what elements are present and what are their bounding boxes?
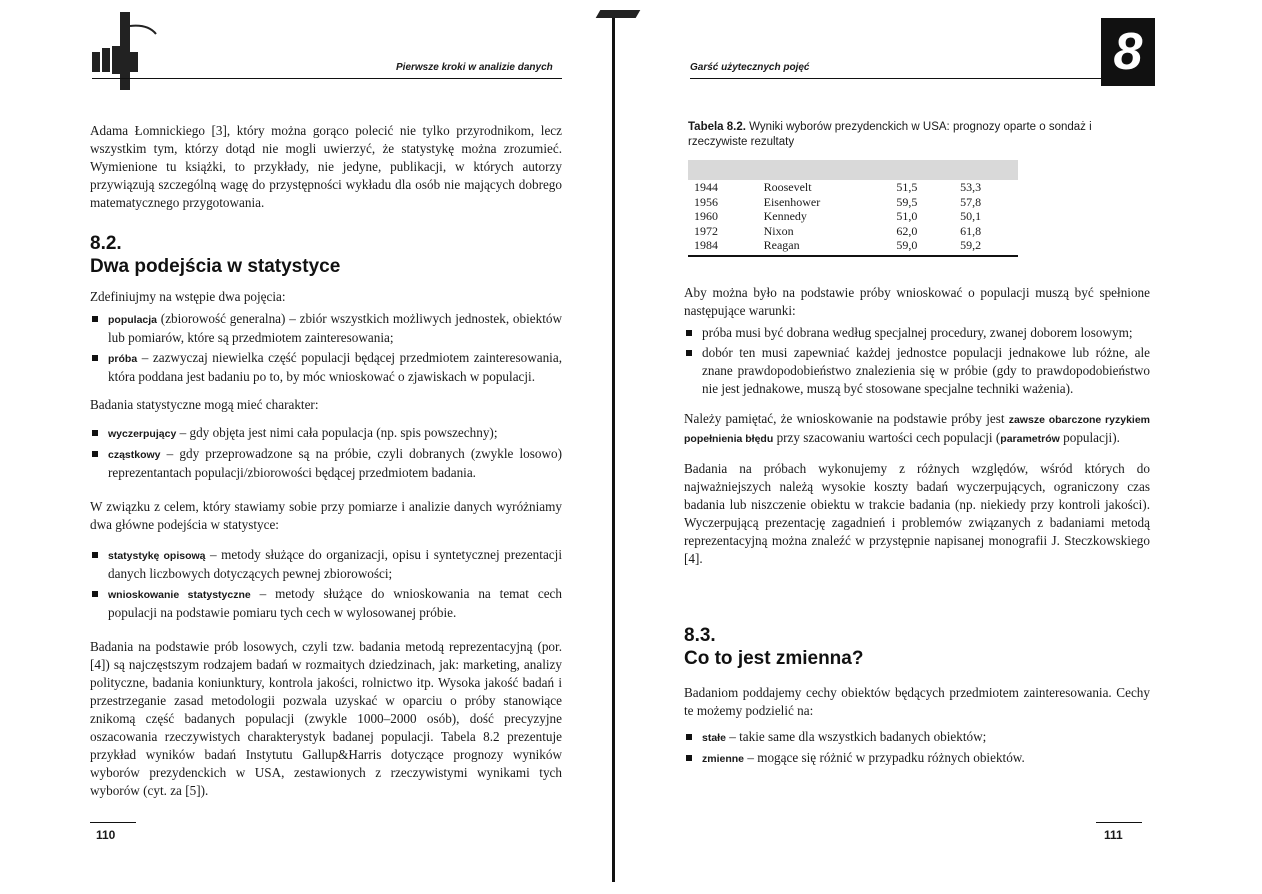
section-heading-8-3 (684, 624, 863, 671)
table-row (688, 209, 1018, 224)
page-number-right: 111 (1104, 828, 1123, 842)
error-text-3: populacji). (1059, 430, 1120, 445)
cell-actual: 57,8 (960, 194, 982, 209)
table-row (688, 195, 1018, 210)
table-header-bar (688, 160, 1018, 180)
conditions-intro: Aby można było na podstawie próby wnioskować o populacji muszą być spełnione następujące warunki: (684, 285, 1150, 318)
approaches-intro: W związku z celem, który stawiamy sobie przy pomiarze i analizie danych wyróżniamy dwa główne podejścia w statystyce: (90, 499, 562, 532)
item-text: – metody służące do wnioskowania na temat cech populacji na podstawie pomiaru tych cech w wylosowanej próbie. (108, 586, 562, 620)
cell-forecast: 51,0 (896, 209, 918, 223)
definitions-list (90, 310, 562, 386)
error-text-2: przy szacowaniu wartości cech populacji ( (773, 430, 1001, 445)
bullet-icon (686, 755, 692, 761)
section-heading-8-2 (90, 232, 340, 279)
research-list (90, 424, 562, 482)
list-item (684, 749, 1150, 768)
features-list (684, 728, 1150, 768)
page-number: 110 (96, 828, 116, 842)
research-intro: Badania statystyczne mogą mieć charakter: (90, 397, 319, 412)
cell-actual: 53,3 (960, 180, 982, 194)
list-item (90, 585, 562, 622)
cell-forecast: 51,5 (896, 180, 918, 194)
item-text: – metody służące do organizacji, opisu i syntetycznej prezentacji danych liczbowych dotyczących pewnej zbiorowości; (108, 547, 562, 581)
error-paragraph (684, 410, 1150, 448)
bullet-icon (92, 316, 98, 322)
section-title: Dwa podejścia w statystyce (90, 256, 341, 277)
table-row (688, 180, 1018, 195)
election-results-table (688, 160, 1018, 257)
section-number: 8.2. (90, 233, 122, 254)
intro-paragraph: Adama Łomnickiego [3], który można gorąco polecić nie tylko przyrodnikom, lecz wszystkim tym, którzy dotąd nie mogli uwierzyć, że statystykę można zrozumieć. Wymienione tu książki, to przykłady, nie jedyne, publikacji, w których autorzy przywiązują szczególną wagę do przystępności wykładu dla osób nie mających dobrego matematycznego przygotowania. (90, 123, 562, 210)
term: parametrów (1000, 433, 1060, 445)
header-rule (92, 78, 562, 79)
cell-forecast: 62,0 (896, 223, 918, 238)
cell-name: Reagan (758, 238, 891, 256)
table-row (688, 238, 1018, 256)
chapter-number-box: 8 (1101, 18, 1155, 86)
section-title: Co to jest zmienna? (684, 648, 864, 669)
cell-actual: 50,1 (960, 209, 982, 223)
bullet-icon (92, 552, 98, 558)
table-caption (688, 120, 1128, 150)
list-item (90, 310, 562, 347)
left-body-text (90, 288, 562, 810)
bullet-icon (92, 451, 98, 457)
table-caption-text: Wyniki wyborów prezydenckich w USA: prognozy oparte o sondaż i rzeczywiste rezultaty (688, 121, 1092, 148)
item-text: – gdy przeprowadzone są na próbie, czyli dobranych (zwykle losowo) reprezentantach populacji/zbiorowości będącej przedmiotem badania. (108, 446, 562, 480)
bullet-icon (686, 734, 692, 740)
cell-name: Eisenhower (763, 194, 821, 209)
item-text: – zazwyczaj niewielka część populacji będącej przedmiotem zainteresowania, która poddana jest badaniu po to, by móc wnioskować o zjawiskach w populacji. (108, 350, 562, 384)
term: populacja (108, 314, 158, 326)
item-text: (zbiorowość generalna) – zbiór wszystkich możliwych jednostek, obiektów lub pomiarów, które są przedmiotem zainteresowania; (108, 311, 562, 345)
cell-year: 1972 (694, 223, 718, 238)
section-number: 8.3. (684, 625, 716, 646)
running-head: Pierwsze kroki w analizie danych (396, 62, 553, 73)
table-caption-label: Tabela 8.2. (688, 121, 746, 133)
footer-rule-right (1096, 822, 1142, 823)
list-item (90, 546, 562, 583)
term: statystykę opisową (108, 550, 206, 562)
right-body-text-bottom (684, 684, 1150, 778)
item-text: dobór ten musi zapewniać każdej jednostce populacji jednakowe lub różne, ale znane prawdopodobieństwo znalezienia się w próbie (gdy to prawdopodobieństwo nie jest jednakowe, muszą być stosowane specjalne techniki ważenia). (702, 345, 1150, 396)
list-item (90, 424, 562, 443)
error-text-1: Należy pamiętać, że wnioskowanie na podstawie próby jest (684, 411, 1009, 426)
cell-year: 1956 (694, 194, 718, 209)
term: zmienne (702, 753, 745, 765)
list-item (90, 445, 562, 482)
term: cząstkowy (108, 449, 161, 461)
list-item (684, 344, 1150, 398)
book-gutter (612, 14, 615, 882)
footer-rule (90, 822, 136, 823)
header-rule-right (690, 78, 1102, 79)
bullet-icon (92, 430, 98, 436)
definitions-intro: Zdefiniujmy na wstępie dwa pojęcia: (90, 289, 286, 304)
item-text: próba musi być dobrana według specjalnej procedury, zwanej doborem losowym; (702, 325, 1133, 340)
right-body-text (684, 284, 1150, 578)
list-item (684, 324, 1150, 342)
term: zawsze obarczone ryzykiem popełnienia błędu (684, 414, 1151, 445)
cell-forecast: 59,0 (890, 238, 954, 256)
term: stałe (702, 732, 726, 744)
cell-year: 1960 (694, 209, 718, 223)
samples-paragraph: Badania na próbach wykonujemy z różnych względów, wśród których do najważniejszych należą wysokie koszty badań wyczerpujących, ograniczony czas badania lub niszczenie obiektu w trakcie badania (np. niekiedy przy kontroli jakości). Wyczerpującą prezentację zagadnień i problemów związanych z badaniami metodą reprezentacyjną można znaleźć w przystępnie napisanej monografii J. Steczkowskiego [4]. (684, 461, 1150, 566)
conditions-list (684, 324, 1150, 398)
cell-name: Roosevelt (763, 180, 812, 194)
running-head-right: Garść użytecznych pojęć (690, 62, 810, 73)
cell-year: 1984 (688, 238, 758, 256)
term: wyczerpujący (108, 428, 177, 440)
cell-name: Nixon (763, 223, 794, 238)
list-item (90, 349, 562, 386)
item-text: – takie same dla wszystkich badanych obiektów; (725, 729, 987, 744)
left-body-text-top (90, 122, 562, 222)
cell-forecast: 59,5 (896, 194, 918, 209)
bullet-icon (686, 330, 692, 336)
item-text: – gdy objęta jest nimi cała populacja (np. spis powszechny); (176, 425, 498, 440)
list-item (684, 728, 1150, 747)
bullet-icon (686, 350, 692, 356)
bullet-icon (92, 355, 98, 361)
item-text: – mogące się różnić w przypadku różnych obiektów. (744, 750, 1025, 765)
table-row (688, 224, 1018, 239)
cell-actual: 61,8 (960, 223, 982, 238)
left-page (0, 0, 612, 894)
cell-actual: 59,2 (954, 238, 1018, 256)
approaches-list (90, 546, 562, 622)
cell-year: 1944 (694, 180, 718, 194)
cell-name: Kennedy (763, 209, 807, 223)
term: wnioskowanie statystyczne (108, 589, 251, 601)
features-intro: Badaniom poddajemy cechy obiektów będących przedmiotem zainteresowania. Cechy te możemy podzielić na: (684, 685, 1150, 718)
bullet-icon (92, 591, 98, 597)
term: próba (108, 353, 138, 365)
gallup-paragraph: Badania na podstawie prób losowych, czyli tzw. badania metodą reprezentacyjną (por. [4]) są najczęstszym rodzajem badań w rozmaitych dziedzinach, jak: marketing, analizy polityczne, badania koniunktury, kontrola jakości, rolnictwo itp. Wysoka jakość badań i przestrzeganie zasad metodologii pozwala uzyskać w oparciu o próby stanowiące znikomą część badanych populacji (zwykle 1000–2000 osób), dość precyzyjne oszacowania rzeczywistych charakterystyk badanej populacji. Tabela 8.2 prezentuje przykład wyników badań Instytutu Gallup&Harris dotyczące prognozy wyników wyborów prezydenckich w USA, zestawionych z rzeczywistymi wynikami tych wyborów (cyt. za [5]). (90, 639, 562, 798)
